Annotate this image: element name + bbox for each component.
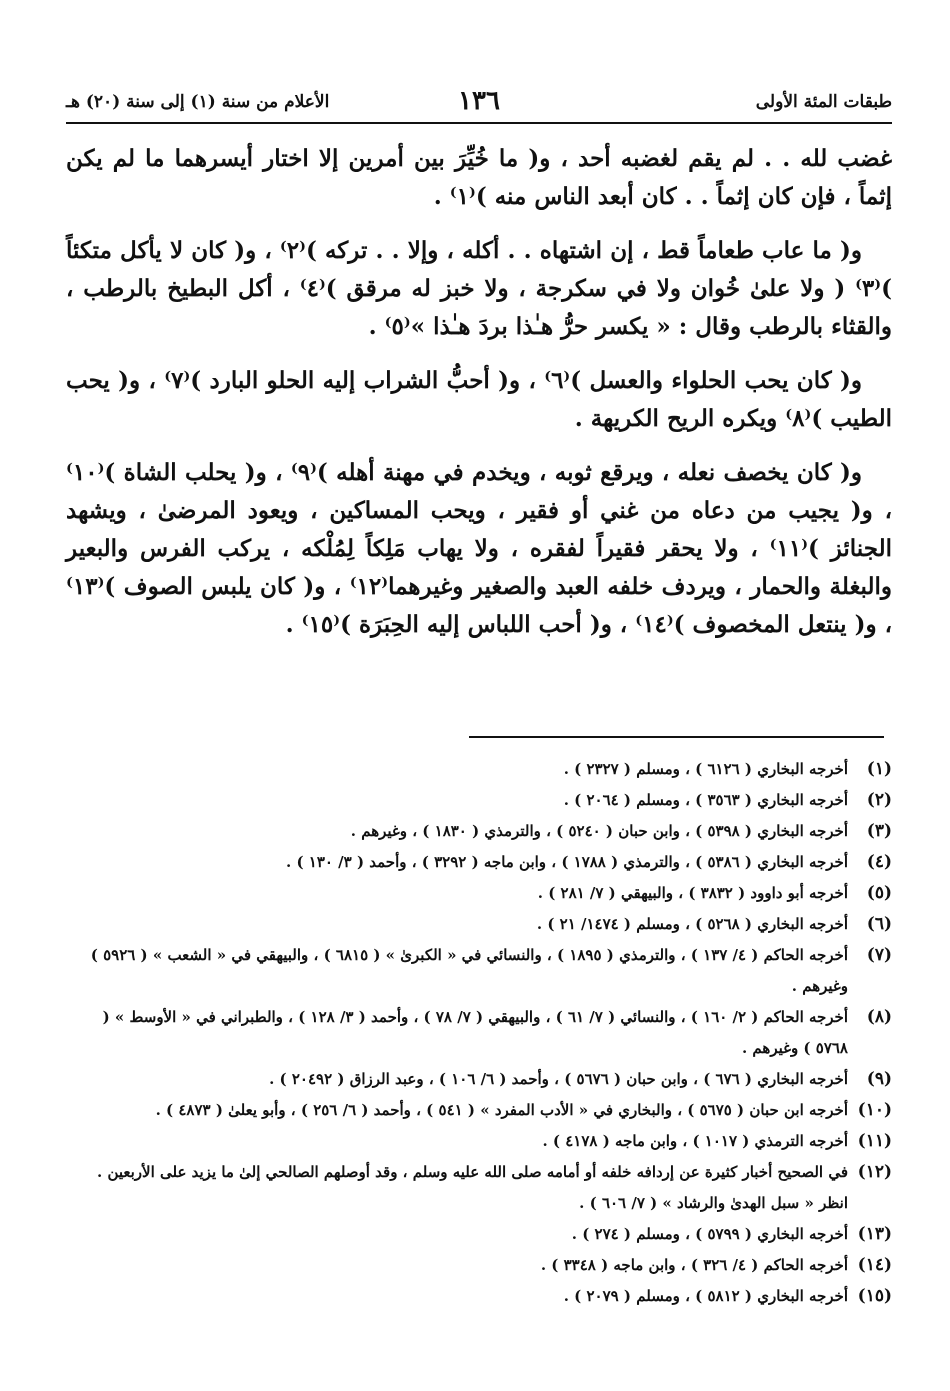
page-number: ١٣٦ [458, 86, 500, 116]
footnote [66, 940, 892, 1002]
footnote [66, 1250, 892, 1281]
footnote-number: (٦) [866, 914, 892, 934]
footnote [66, 1002, 892, 1064]
footnote-text: في الصحيح أخبار كثيرة عن إردافه خلفه أو أمامه صلى الله عليه وسلم ، وقد أوصلهم الصالحي إلىٰ ما يزيد على الأربعين . انظر « سبل الهدىٰ والرشاد » ( ٧/ ٦٠٦ ) . [97, 1163, 848, 1212]
footnote-text: أخرجه الحاكم ( ٤/ ٣٢٦ ) ، وابن ماجه ( ٣٣٤٨ ) . [540, 1256, 848, 1274]
footnote-number: (١٣) [857, 1224, 892, 1244]
footnote [66, 1095, 892, 1126]
section-title: الأعلام من سنة (١) إلى سنة (٢٠) هـ [66, 92, 330, 112]
footnote-text: أخرجه أبو داوود ( ٣٨٣٢ ) ، والبيهقي ( ٧/ ٢٨١ ) . [537, 884, 848, 902]
footnote [66, 754, 892, 785]
footnote [66, 816, 892, 847]
running-header [66, 86, 892, 124]
footnote [66, 878, 892, 909]
footnote-number: (١١) [857, 1131, 892, 1151]
footnote-text: أخرجه الحاكم ( ٤/ ١٣٧ ) ، والترمذي ( ١٨٩٥ ) ، والنسائي في « الكبرىٰ » ( ٦٨١٥ ) ، والبيهقي في « الشعب » ( ٥٩٢٦ ) وغيرهم . [90, 946, 848, 995]
footnote-number: (١٤) [857, 1255, 892, 1275]
footnote-number: (٣) [866, 821, 892, 841]
footnote [66, 785, 892, 816]
footnote-number: (٥) [866, 883, 892, 903]
footnote-text: أخرجه البخاري ( ٦٧٦ ) ، وابن حبان ( ٥٦٧٦ ) ، وأحمد ( ٦/ ١٠٦ ) ، وعبد الرزاق ( ٢٠٤٩٢ ) . [269, 1070, 848, 1088]
footnote-text: أخرجه ابن حبان ( ٥٦٧٥ ) ، والبخاري في « الأدب المفرد » ( ٥٤١ ) ، وأحمد ( ٦/ ٢٥٦ ) ، وأبو يعلىٰ ( ٤٨٧٣ ) . [155, 1101, 848, 1119]
footnote-number: (٢) [866, 790, 892, 810]
footnote-divider [469, 736, 884, 738]
footnote [66, 1219, 892, 1250]
footnote-number: (٧) [866, 945, 892, 965]
footnote [66, 847, 892, 878]
paragraph: و( ما عاب طعاماً قط ، إن اشتهاه . . أكله ، وإلا . . تركه )⁽٢⁾ ، و( كان لا يأكل متكئاً )⁽٣⁾ ( ولا علىٰ خُوان ولا في سكرجة ، ولا خبز له مرقق )⁽٤⁾ ، أكل البطيخ بالرطب ، والقثاء بالرطب وقال : « يكسر حرُّ هـٰذا بردَ هـٰذا »⁽٥⁾ . [66, 237, 893, 340]
footnote-number: (١٠) [857, 1100, 892, 1120]
paragraph: غضب لله . . لم يقم لغضبه أحد ، و( ما خُيِّرَ بين أمرين إلا اختار أيسرهما ما لم يكن إثماً ، فإن كان إثماً . . كان أبعد الناس منه )⁽١⁾ . [66, 145, 892, 210]
footnote-text: أخرجه البخاري ( ٥٢٦٨ ) ، ومسلم ( ١٤٧٤/ ٢١ ) . [536, 915, 848, 933]
footnote-number: (١) [866, 759, 892, 779]
footnote [66, 1157, 892, 1219]
footnote-number: (١٥) [857, 1286, 892, 1306]
footnote-number: (٩) [866, 1069, 892, 1089]
footnote-text: أخرجه البخاري ( ٦١٢٦ ) ، ومسلم ( ٢٣٢٧ ) . [563, 760, 848, 778]
footnote-number: (٤) [866, 852, 892, 872]
footnote-text: أخرجه البخاري ( ٥٨١٢ ) ، ومسلم ( ٢٠٧٩ ) . [563, 1287, 848, 1305]
main-text [66, 140, 892, 660]
footnote-number: (٨) [866, 1007, 892, 1027]
footnote [66, 1126, 892, 1157]
paragraph: و( كان يخصف نعله ، ويرقع ثوبه ، ويخدم في مهنة أهله )⁽٩⁾ ، و( يحلب الشاة )⁽١٠⁾ ، و( يجيب من دعاه من غني أو فقير ، ويحب المساكين ، ويعود المرضىٰ ، ويشهد الجنائز )⁽١١⁾ ، ولا يحقر فقيراً لفقره ، ولا يهاب مَلِكاً لِمُلْكه ، يركب الفرس والبعير والبغلة والحمار ، ويردف خلفه العبد والصغير وغيرهما⁽١٢⁾ ، و( كان يلبس الصوف )⁽١٣⁾ ، و( ينتعل المخصوف )⁽١٤⁾ ، و( أحب اللباس إليه الحِبَرَة )⁽١٥⁾ . [66, 459, 892, 638]
book-title: طبقات المئة الأولى [755, 92, 892, 112]
paragraph: و( كان يحب الحلواء والعسل )⁽٦⁾ ، و( أحبُّ الشراب إليه الحلو البارد )⁽٧⁾ ، و( يحب الطيب )⁽٨⁾ ويكره الريح الكريهة . [66, 367, 892, 432]
footnote-text: أخرجه البخاري ( ٥٣٨٦ ) ، والترمذي ( ١٧٨٨ ) ، وابن ماجه ( ٣٢٩٢ ) ، وأحمد ( ٣/ ١٣٠ ) . [286, 853, 848, 871]
footnote-text: أخرجه البخاري ( ٥٣٩٨ ) ، وابن حبان ( ٥٢٤٠ ) ، والترمذي ( ١٨٣٠ ) ، وغيرهم . [350, 822, 848, 840]
footnote [66, 1064, 892, 1095]
footnote-number: (١٢) [857, 1162, 892, 1182]
footnotes [66, 754, 892, 1312]
footnote-text: أخرجه البخاري ( ٥٧٩٩ ) ، ومسلم ( ٢٧٤ ) . [571, 1225, 848, 1243]
footnote-text: أخرجه الترمذي ( ١٠١٧ ) ، وابن ماجه ( ٤١٧٨ ) . [542, 1132, 848, 1150]
footnote [66, 1281, 892, 1312]
footnote-text: أخرجه الحاكم ( ٢/ ١٦٠ ) ، والنسائي ( ٧/ ٦١ ) ، والبيهقي ( ٧/ ٧٨ ) ، وأحمد ( ٣/ ١٢٨ ) ، والطبراني في « الأوسط » ( ٥٧٦٨ ) وغيرهم . [102, 1008, 848, 1057]
footnote [66, 909, 892, 940]
footnote-text: أخرجه البخاري ( ٣٥٦٣ ) ، ومسلم ( ٢٠٦٤ ) . [563, 791, 848, 809]
